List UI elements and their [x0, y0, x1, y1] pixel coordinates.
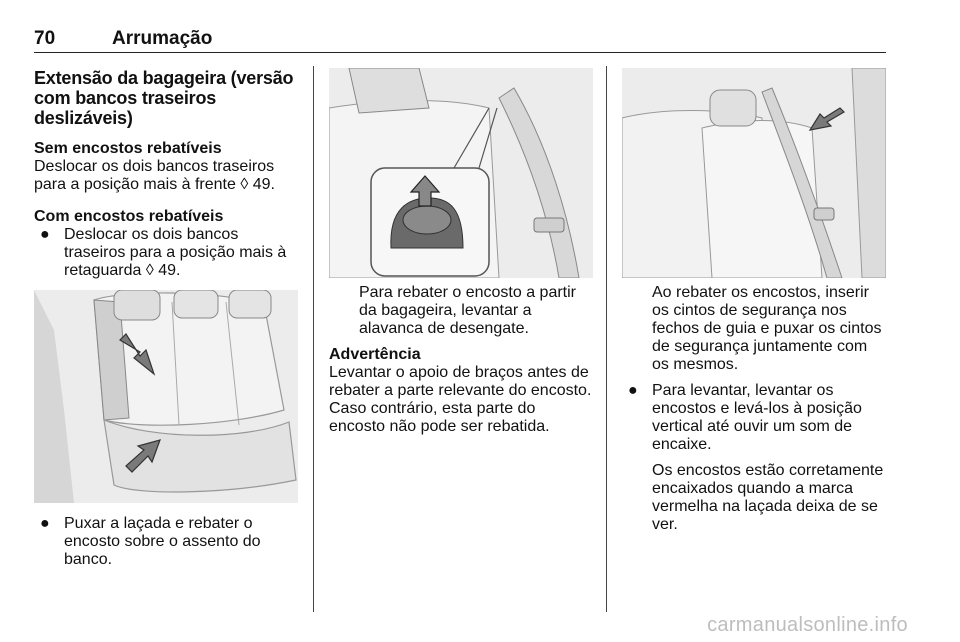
column-divider-2: [606, 66, 607, 612]
bullet-icon: ●: [40, 515, 50, 532]
section-heading: Extensão da bagageira (versão com bancos traseiros deslizáveis): [34, 68, 294, 128]
column-2: [329, 68, 593, 436]
column-3: [622, 68, 886, 534]
paragraph-no-fold: Deslocar os dois bancos traseiros para a posição mais à frente ◊ 49.: [34, 158, 275, 193]
list-item: [34, 226, 302, 280]
list-item-text: Para levantar, levantar os encostos e levá-los à posição vertical até ouvir um som de encaixe.: [652, 382, 862, 453]
column-1: [34, 68, 302, 569]
watermark: carmanualsonline.info: [707, 614, 908, 636]
release-lever-illustration: [329, 68, 593, 278]
page-header: [34, 28, 886, 53]
figure-caption: Ao rebater os encostos, inserir os cintos de segurança nos fechos de guia e puxar os cintos de segurança juntamente com os mesmos.: [652, 284, 882, 373]
rear-seat-illustration: [34, 290, 298, 503]
bullet-icon: ●: [40, 226, 50, 243]
list-item-text: Puxar a laçada e rebater o encosto sobre o assento do banco.: [64, 515, 261, 568]
figure-caption: Para rebater o encosto a partir da bagageira, levantar a alavanca de desengate.: [359, 284, 577, 337]
warning-title: Advertência: [329, 346, 421, 363]
list-item: [622, 382, 886, 454]
warning-text: Levantar o apoio de braços antes de rebater a parte relevante do encosto. Caso contrário, esta parte do encosto não pode ser rebatida.: [329, 364, 592, 435]
chapter-title: Arrumação: [112, 28, 213, 49]
page-number: 70: [34, 28, 56, 49]
subheading-fold: Com encostos rebatíveis: [34, 208, 224, 225]
list-item-text: Deslocar os dois bancos traseiros para a posição mais à retaguarda ◊ 49.: [64, 226, 287, 279]
bullet-icon: ●: [628, 382, 638, 399]
list-item: [34, 515, 302, 569]
seat-belt-illustration: [622, 68, 886, 278]
list-item-continuation: Os encostos estão corretamente encaixados quando a marca vermelha na laçada deixa de se ver.: [652, 462, 884, 533]
subheading-no-fold: Sem encostos rebatíveis: [34, 140, 222, 157]
column-divider-1: [313, 66, 314, 612]
